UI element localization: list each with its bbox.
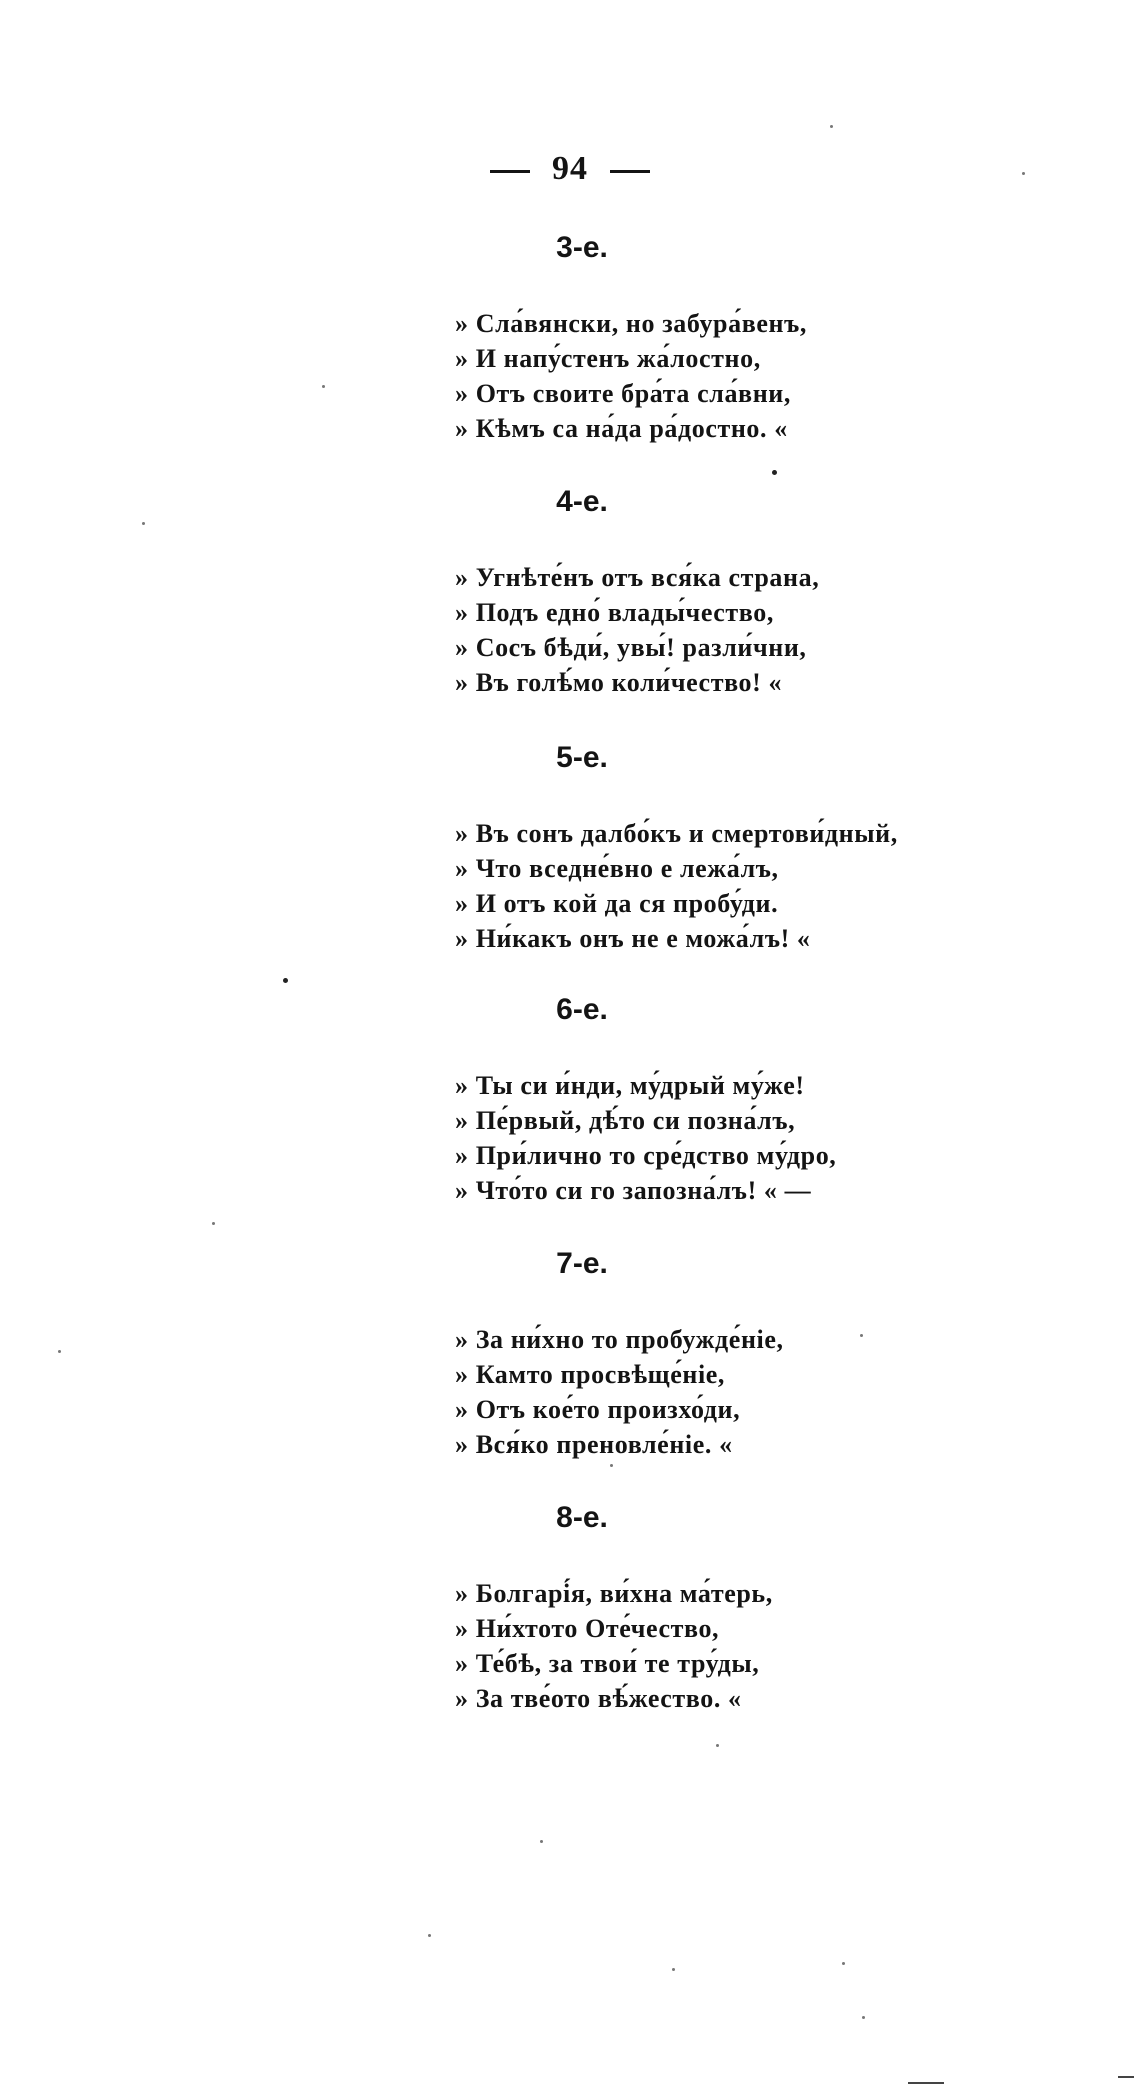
header-dash-left — [490, 170, 530, 173]
verse-line: » Пе́рвый, дѣ́то си позна́лъ, — [455, 1106, 796, 1135]
page-number: 94 — [552, 150, 588, 187]
stanza-heading: 7-е. — [556, 1247, 608, 1280]
stanza-7 — [0, 1244, 1140, 1462]
verse-line: » Те́бѣ, за твои́ те тру́ды, — [455, 1649, 760, 1678]
verse-line: » Сосъ бѣди́, увы́! разли́чни, — [455, 633, 807, 662]
verse-line: » Что́то си го запозна́лъ! « — — [455, 1176, 812, 1205]
page-header — [0, 150, 1140, 188]
scan-speck — [1022, 172, 1025, 175]
scan-edge-mark — [1118, 2076, 1134, 2078]
verse-line: » За тве́ото вѣ́жество. « — [455, 1684, 742, 1713]
stanza-lines — [455, 306, 1140, 446]
verse-line: » Ты си и́нди, му́дрый му́же! — [455, 1071, 805, 1100]
stanza-5 — [0, 738, 1140, 956]
verse-line: » Угнѣте́нъ отъ вся́ка страна, — [455, 563, 820, 592]
stanza-lines — [455, 1576, 1140, 1716]
stanza-8 — [0, 1498, 1140, 1716]
stanza-3 — [0, 228, 1140, 446]
verse-line: » И отъ кой да ся пробу́ди. — [455, 889, 779, 918]
scan-speck — [772, 470, 777, 475]
scan-speck — [283, 978, 288, 983]
stanza-lines — [455, 560, 1140, 700]
verse-line: » Что вседне́вно е лежа́лъ, — [455, 854, 779, 883]
scan-edge-mark — [908, 2082, 944, 2084]
verse-line: » Ни́какъ онъ не е можа́лъ! « — [455, 924, 811, 953]
verse-line: » Сла́вянски, но забура́венъ, — [455, 309, 807, 338]
scan-speck — [860, 1334, 863, 1337]
verse-line: » Вся́ко преновле́ніе. « — [455, 1430, 733, 1459]
scan-speck — [862, 2016, 865, 2019]
scan-speck — [610, 1464, 613, 1467]
stanza-lines — [455, 1068, 1140, 1208]
stanza-lines — [455, 1322, 1140, 1462]
scan-speck — [672, 1968, 675, 1971]
scan-speck — [716, 1744, 719, 1747]
verse-line: » Отъ своите бра́та сла́вни, — [455, 379, 791, 408]
stanza-heading: 8-е. — [556, 1501, 608, 1534]
stanza-heading: 3-е. — [556, 231, 608, 264]
verse-line: » И напу́стенъ жа́лостно, — [455, 344, 761, 373]
stanza-4 — [0, 482, 1140, 700]
scan-speck — [842, 1962, 845, 1965]
verse-line: » Отъ кое́то произхо́ди, — [455, 1395, 741, 1424]
stanza-6 — [0, 990, 1140, 1208]
stanza-heading: 4-е. — [556, 485, 608, 518]
verse-line: » Кѣмъ са на́да ра́достно. « — [455, 414, 788, 443]
verse-line: » При́лично то сре́дство му́дро, — [455, 1141, 837, 1170]
scan-speck — [142, 522, 145, 525]
scan-speck — [58, 1350, 61, 1353]
scan-speck — [830, 125, 833, 128]
verse-line: » Ни́хтото Оте́чество, — [455, 1614, 720, 1643]
stanza-heading: 6-е. — [556, 993, 608, 1026]
scan-speck — [428, 1934, 431, 1937]
verse-line: » Камто просвѣще́ніе, — [455, 1360, 726, 1389]
scan-speck — [540, 1840, 543, 1843]
verse-line: » Болгарі́я, ви́хна ма́терь, — [455, 1579, 773, 1608]
stanza-heading: 5-е. — [556, 741, 608, 774]
verse-line: » Въ голѣ́мо коли́чество! « — [455, 668, 783, 697]
verse-line: » Въ сонъ далбо́къ и смертови́дный, — [455, 819, 898, 848]
verse-line: » За ни́хно то пробужде́ніе, — [455, 1325, 784, 1354]
scan-speck — [212, 1222, 215, 1225]
header-dash-right — [610, 170, 650, 173]
stanza-lines — [455, 816, 1140, 956]
scan-speck — [322, 385, 325, 388]
verse-line: » Подъ едно́ влады́чество, — [455, 598, 774, 627]
